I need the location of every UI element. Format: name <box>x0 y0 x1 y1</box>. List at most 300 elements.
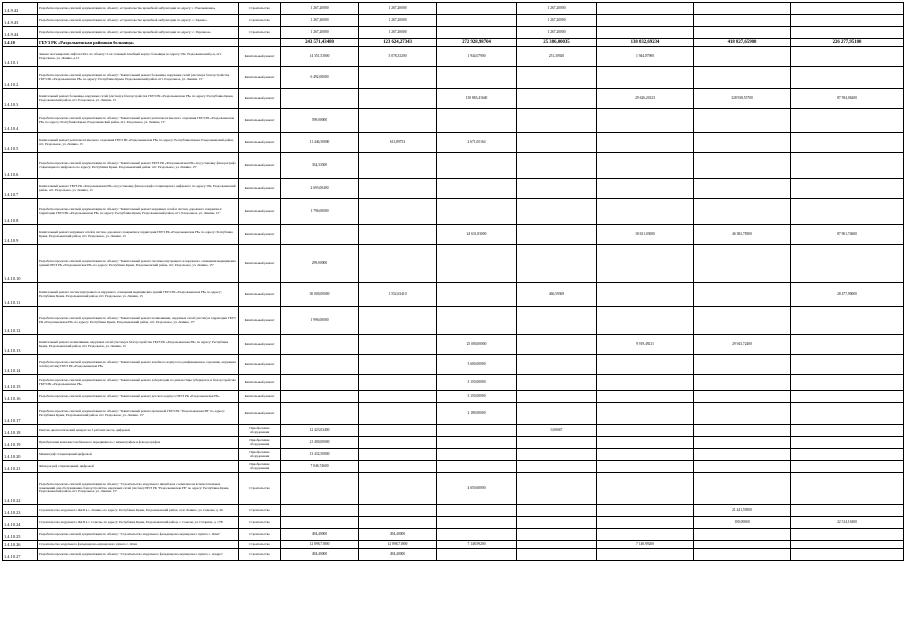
amount-col-7 <box>791 307 904 335</box>
total-amount: 1 267,20000 <box>281 27 359 39</box>
amount-col-6 <box>694 425 791 437</box>
row-code: 1.4.9.42 <box>3 3 38 15</box>
table-row <box>3 355 904 375</box>
work-type: Строительство <box>239 541 281 549</box>
amount-col-6 <box>694 109 791 133</box>
table-row <box>3 133 904 153</box>
amount-col-4: 1 267,20000 <box>517 15 597 27</box>
amount-col-7: 87 961,74600 <box>791 225 904 245</box>
amount-col-2: 1 552,63410 <box>359 283 437 307</box>
work-type: Капитальный ремонт <box>239 391 281 403</box>
row-code: 1.4.10.11 <box>3 283 38 307</box>
amount-col-2: 494,40000 <box>359 529 437 541</box>
row-code: 1.4.10.21 <box>3 461 38 473</box>
total-amount: 299,00000 <box>281 245 359 283</box>
row-code: 1.4.9.44 <box>3 27 38 39</box>
amount-col-7 <box>791 245 904 283</box>
amount-col-5 <box>597 425 694 437</box>
amount-col-6 <box>694 67 791 89</box>
amount-col-2: 12 898,71800 <box>359 541 437 549</box>
total-amount <box>281 473 359 505</box>
total-amount <box>281 517 359 529</box>
amount-col-5 <box>597 133 694 153</box>
amount-col-2: 1 267,20000 <box>359 15 437 27</box>
row-code: 1.4.10.10 <box>3 245 38 283</box>
amount-col-4 <box>517 549 597 561</box>
amount-col-4 <box>517 517 597 529</box>
table-row <box>3 283 904 307</box>
table-row <box>3 529 904 541</box>
amount-col-2: 613,89753 <box>359 133 437 153</box>
row-name: Капитальный ремонт систем внутреннего и наружного освещения медицинских зданий ГБУЗ РК «Раздольненская РБ» по адресу: Республика Крым, Раздольненский район, пгт. Раздольное, ул. Ленина, 15 <box>38 283 239 307</box>
work-type: Капитальный ремонт <box>239 375 281 391</box>
total-amount: 13 432,50000 <box>281 449 359 461</box>
amount-col-5 <box>597 403 694 425</box>
work-type: Капитальный ремонт <box>239 225 281 245</box>
amount-col-2 <box>359 153 437 179</box>
total-amount: 1 267,20000 <box>281 15 359 27</box>
amount-col-5 <box>597 27 694 39</box>
amount-col-4 <box>517 109 597 133</box>
row-code: 1.4.10.3 <box>3 89 38 109</box>
total-amount: 30 000,00000 <box>281 283 359 307</box>
row-name: Рентген диагностический аппарат на 3 рабочих места, цифровой <box>38 425 239 437</box>
amount-col-2 <box>359 461 437 473</box>
amount-col-4 <box>517 153 597 179</box>
table-row <box>3 461 904 473</box>
amount-col-4 <box>517 473 597 505</box>
row-code: 1.4.10.17 <box>3 403 38 425</box>
work-type: Капитальный ремонт <box>239 335 281 355</box>
amount-col-7 <box>791 461 904 473</box>
amount-col-6 <box>694 461 791 473</box>
amount-col-3: 3 600,00000 <box>437 355 517 375</box>
total-amount <box>281 403 359 425</box>
amount-col-2: 5 078,33200 <box>359 47 437 67</box>
amount-col-5 <box>597 3 694 15</box>
work-type: Капитальный ремонт <box>239 199 281 225</box>
amount-col-3 <box>437 437 517 449</box>
row-name: Разработка проектно-сметной документации по объекту: «Строительство врачебной амбулатории по адресу: с. Емельяновка» <box>38 3 239 15</box>
amount-col-3: 24 631,83000 <box>437 225 517 245</box>
row-name: ГБУЗ РК «Раздольненская районная больница» <box>38 39 239 47</box>
amount-col-3: 130 865,41640 <box>437 89 517 109</box>
amount-col-3 <box>437 109 517 133</box>
table-row <box>3 449 904 461</box>
table-row <box>3 89 904 109</box>
row-code: 1.4.10.26 <box>3 541 38 549</box>
amount-col-6 <box>694 283 791 307</box>
amount-col-7 <box>791 199 904 225</box>
row-name: Разработка проектно-сметной документации по объекту: "Строительство модульного фельдшерско-акушерского пункта с. Азарра" <box>38 549 239 561</box>
row-name: Капитальный ремонт наружных сетей и систем, дорожного покрытия и территории ГБУЗ РК «Раздольненская РБ» по адресу: Республика Крым, Раздольненский район, пгт. Раздольное, ул. Ленина, 15 <box>38 225 239 245</box>
amount-col-4 <box>517 449 597 461</box>
table-row <box>3 549 904 561</box>
amount-col-4 <box>517 529 597 541</box>
amount-col-6: 100,00000 <box>694 517 791 529</box>
amount-col-4 <box>517 199 597 225</box>
amount-col-5 <box>597 67 694 89</box>
work-type: Капитальный ремонт <box>239 47 281 67</box>
amount-col-5: 9 919,49211 <box>597 335 694 355</box>
row-code: 1.4.10.25 <box>3 529 38 541</box>
row-name: Маммограф стационарный цифровой <box>38 449 239 461</box>
total-amount: 14 351,53000 <box>281 47 359 67</box>
amount-col-6 <box>694 3 791 15</box>
amount-col-4 <box>517 67 597 89</box>
table-row <box>3 335 904 355</box>
table-row <box>3 47 904 67</box>
amount-col-7 <box>791 153 904 179</box>
table-row <box>3 541 904 549</box>
table-row <box>3 179 904 199</box>
amount-col-3 <box>437 179 517 199</box>
amount-col-6 <box>694 47 791 67</box>
work-type: Приобретение оборудования <box>239 461 281 473</box>
amount-col-4: 25 386,00035 <box>517 39 597 47</box>
amount-col-5 <box>597 355 694 375</box>
amount-col-3 <box>437 449 517 461</box>
amount-col-3 <box>437 245 517 283</box>
row-code: 1.4.10.20 <box>3 449 38 461</box>
row-name: Замена пассажирских лифтов ПЛ-1 по объекту: 5-ти этажный лечебный корпус больницы по адресу: РК, Раздольненский р-н, пгт. Раздольное, ул. Ленина, д.15 <box>38 47 239 67</box>
amount-col-2 <box>359 505 437 517</box>
total-amount: 12 898,71800 <box>281 541 359 549</box>
amount-col-2: 494,40000 <box>359 549 437 561</box>
amount-col-7 <box>791 335 904 355</box>
amount-col-3 <box>437 27 517 39</box>
table-row <box>3 375 904 391</box>
amount-col-3 <box>437 505 517 517</box>
amount-col-2 <box>359 391 437 403</box>
amount-col-5 <box>597 179 694 199</box>
row-name: Приобретение комплекса мобильного передвижного с маммографом и флюорографом <box>38 437 239 449</box>
row-code: 1.4.10 <box>3 39 38 47</box>
amount-col-5 <box>597 461 694 473</box>
table-row <box>3 27 904 39</box>
amount-col-6 <box>694 307 791 335</box>
amount-col-4: 251,30920 <box>517 47 597 67</box>
total-amount: 599,00000 <box>281 109 359 133</box>
total-amount <box>281 335 359 355</box>
row-name: Капитальный ремонт поликлиники, наружных сетей (систем) и благоустройства ГБУЗ РК «Раздольненская РБ» по адресу: Республика Крым, Раздольненский район, пгт. Раздольное, ул. Ленина, 15 <box>38 335 239 355</box>
amount-col-5 <box>597 505 694 517</box>
row-code: 1.4.10.6 <box>3 153 38 179</box>
total-amount: 494,40000 <box>281 529 359 541</box>
total-amount <box>281 355 359 375</box>
total-amount: 21 400,00000 <box>281 437 359 449</box>
amount-col-3: 7 148,99200 <box>437 541 517 549</box>
total-amount: 1 796,00000 <box>281 199 359 225</box>
amount-col-2 <box>359 67 437 89</box>
total-amount <box>281 375 359 391</box>
row-name: Строительство модульного ФАП в с. Соколы, по адресу: Республика Крым, Раздольненский район, с. Соколы, ул. Гагарина, д. 17В <box>38 517 239 529</box>
amount-col-5 <box>597 375 694 391</box>
amount-col-2 <box>359 225 437 245</box>
amount-col-6 <box>694 179 791 199</box>
amount-col-2 <box>359 335 437 355</box>
work-type: Приобретение оборудования <box>239 449 281 461</box>
amount-col-4: 1 267,20000 <box>517 3 597 15</box>
amount-col-7 <box>791 425 904 437</box>
amount-col-5: 7 148,99200 <box>597 541 694 549</box>
amount-col-4 <box>517 355 597 375</box>
row-name: Разработка проектно-сметной документации по объекту: "Капитальный ремонт ГБУЗ РК «Раздольненская РБ» под установку флюорографа стационарного цифрового по адресу: Республика Крым, Раздольненский район, пгт. Раздольное, ул. Ленина, 15" <box>38 153 239 179</box>
amount-col-3: 4 650,60000 <box>437 473 517 505</box>
amount-col-6 <box>694 15 791 27</box>
amount-col-3 <box>437 529 517 541</box>
amount-col-7 <box>791 549 904 561</box>
amount-col-7 <box>791 375 904 391</box>
amount-col-7 <box>791 3 904 15</box>
amount-col-4 <box>517 391 597 403</box>
amount-col-6 <box>694 355 791 375</box>
amount-col-3 <box>437 517 517 529</box>
row-code: 1.4.10.2 <box>3 67 38 89</box>
row-name: Капитальный ремонт рентгенологического отделения ГБУЗ РК «Раздольненская РБ» по адресу: Республика Крым, Раздольненский район, пгт. Раздольное, ул. Ленина, 15 <box>38 133 239 153</box>
row-code: 1.4.10.15 <box>3 375 38 391</box>
amount-col-6: 21 441,59500 <box>694 505 791 517</box>
total-amount <box>281 89 359 109</box>
amount-col-3 <box>437 153 517 179</box>
amount-col-7 <box>791 403 904 425</box>
work-type: Капитальный ремонт <box>239 245 281 283</box>
amount-col-3 <box>437 461 517 473</box>
amount-col-5 <box>597 449 694 461</box>
row-name: Капитальный ремонт ГБУЗ РК «Раздольненская РБ» под установку флюорографа стационарного цифрового по адресу: РК, Раздольненский район, пгт. Раздольное, ул. Ленина, 15 <box>38 179 239 199</box>
row-name: Разработка проектно-сметной документации по объекту: "Капитальный ремонт поликлиники, наружных сетей (систем) и территории ГБУЗ РК «Раздольненская РБ» по адресу: Республика Крым, Раздольненский район, пгт. Раздольное, ул. Ленина, 15" <box>38 307 239 335</box>
row-name: Разработка проектно-сметной документации по объекту: «Строительство врачебной амбулатории по адресу: с. Зарино» <box>38 15 239 27</box>
work-type: Приобретение оборудования <box>239 425 281 437</box>
work-type: Строительство <box>239 27 281 39</box>
table-row <box>3 425 904 437</box>
table-row <box>3 473 904 505</box>
amount-col-3 <box>437 549 517 561</box>
amount-col-6 <box>694 449 791 461</box>
amount-col-4 <box>517 225 597 245</box>
amount-col-6: 418 827,65900 <box>694 39 791 47</box>
amount-col-3: 1 944,07900 <box>437 47 517 67</box>
amount-col-2 <box>359 449 437 461</box>
total-amount: 11 446,50000 <box>281 133 359 153</box>
work-type: Строительство <box>239 529 281 541</box>
amount-col-7 <box>791 109 904 133</box>
table-row <box>3 39 904 47</box>
row-code: 1.4.10.22 <box>3 473 38 505</box>
row-code: 1.4.10.12 <box>3 307 38 335</box>
table-row <box>3 391 904 403</box>
total-amount: 6 492,00000 <box>281 67 359 89</box>
row-name: Строительство модульного фельдшерско-акушерского пункта с. Огни <box>38 541 239 549</box>
amount-col-5 <box>597 199 694 225</box>
table-row <box>3 67 904 89</box>
amount-col-4 <box>517 245 597 283</box>
table-row <box>3 199 904 225</box>
amount-col-7 <box>791 15 904 27</box>
amount-col-7 <box>791 541 904 549</box>
amount-col-4 <box>517 437 597 449</box>
amount-col-6 <box>694 375 791 391</box>
work-type <box>239 39 281 47</box>
amount-col-2 <box>359 245 437 283</box>
table-body <box>3 3 904 561</box>
total-amount: 1 267,20000 <box>281 3 359 15</box>
amount-col-4 <box>517 133 597 153</box>
total-amount: 12 423,03400 <box>281 425 359 437</box>
table-row <box>3 153 904 179</box>
row-code: 1.4.10.18 <box>3 425 38 437</box>
row-name: Разработка проектно-сметной документации по объекту: "Капитальный ремонт лечебного корпуса под инфекционное отделение, наружных сетей (систем) ГБУЗ РК «Раздольненская РБ» <box>38 355 239 375</box>
table-row <box>3 517 904 529</box>
amount-col-7 <box>791 27 904 39</box>
amount-col-4 <box>517 179 597 199</box>
amount-col-2 <box>359 473 437 505</box>
amount-col-7 <box>791 505 904 517</box>
amount-col-7 <box>791 437 904 449</box>
work-type: Строительство <box>239 473 281 505</box>
amount-col-2: 1 267,20000 <box>359 3 437 15</box>
amount-col-4 <box>517 403 597 425</box>
work-type: Строительство <box>239 549 281 561</box>
amount-col-2 <box>359 109 437 133</box>
amount-col-4 <box>517 335 597 355</box>
table-row <box>3 109 904 133</box>
budget-table <box>2 2 904 561</box>
amount-col-2: 123 624,27343 <box>359 39 437 47</box>
amount-col-3: 2 189,00000 <box>437 403 517 425</box>
total-amount: 2 693,00400 <box>281 179 359 199</box>
amount-col-5: 138 032,69234 <box>597 39 694 47</box>
total-amount: 494,40000 <box>281 549 359 561</box>
amount-col-2: 1 267,20000 <box>359 27 437 39</box>
table-row <box>3 403 904 425</box>
work-type: Капитальный ремонт <box>239 89 281 109</box>
table-row <box>3 245 904 283</box>
table-row <box>3 15 904 27</box>
amount-col-3 <box>437 15 517 27</box>
amount-col-2 <box>359 425 437 437</box>
work-type: Капитальный ремонт <box>239 283 281 307</box>
amount-col-6 <box>694 245 791 283</box>
table-row <box>3 437 904 449</box>
row-name: Разработка проектно-сметной документации по объекту: "Капитальный ремонт рентгенологического отделения ГБУЗ РК «Раздольненская РБ» по адресу: Республика Крым, Раздольненский район, пгт. Раздольное, ул. Ленина, 15" <box>38 109 239 133</box>
amount-col-3: 25 000,00000 <box>437 335 517 355</box>
amount-col-4: 466,59369 <box>517 283 597 307</box>
amount-col-3 <box>437 67 517 89</box>
amount-col-5 <box>597 437 694 449</box>
total-amount: 7 046,74600 <box>281 461 359 473</box>
row-code: 1.4.10.13 <box>3 335 38 355</box>
amount-col-7: 28 477,90000 <box>791 283 904 307</box>
table-row <box>3 3 904 15</box>
row-name: Капитальный ремонт больницы, наружных сетей (систем) и благоустройства ГБУЗ РК «Раздольненская РБ» по адресу: Республика Крым, Раздольненский район, пгт. Раздольное, ул. Ленина, 15 <box>38 89 239 109</box>
row-code: 1.4.10.4 <box>3 109 38 133</box>
amount-col-6 <box>694 133 791 153</box>
row-name: Разработка проектно-сметной документации по объекту: "Капитальный ремонт наружных сетей и систем, дорожного покрытия и территории ГБУЗ РК «Раздольненская РБ» по адресу: Республика Крым, Раздольненский район, пгт. Раздольное, ул. Ленина, 15" <box>38 199 239 225</box>
amount-col-7: 226 277,95100 <box>791 39 904 47</box>
row-code: 1.4.10.24 <box>3 517 38 529</box>
amount-col-3 <box>437 307 517 335</box>
row-code: 1.4.10.8 <box>3 199 38 225</box>
amount-col-6 <box>694 541 791 549</box>
work-type: Капитальный ремонт <box>239 133 281 153</box>
amount-col-2 <box>359 517 437 529</box>
row-code: 1.4.10.16 <box>3 391 38 403</box>
amount-col-6: 29 943,72400 <box>694 335 791 355</box>
amount-col-3: 3 150,00000 <box>437 391 517 403</box>
table-row <box>3 225 904 245</box>
amount-col-5 <box>597 529 694 541</box>
row-code: 1.4.10.9 <box>3 225 38 245</box>
amount-col-2 <box>359 199 437 225</box>
work-type: Строительство <box>239 15 281 27</box>
total-amount <box>281 505 359 517</box>
amount-col-5 <box>597 473 694 505</box>
total-amount: 1 996,00000 <box>281 307 359 335</box>
row-code: 1.4.10.7 <box>3 179 38 199</box>
amount-col-4 <box>517 375 597 391</box>
row-code: 1.4.10.5 <box>3 133 38 153</box>
work-type: Строительство <box>239 3 281 15</box>
amount-col-5: 1 944,07900 <box>597 47 694 67</box>
amount-col-4 <box>517 89 597 109</box>
work-type: Строительство <box>239 505 281 517</box>
work-type: Капитальный ремонт <box>239 179 281 199</box>
row-code: 1.4.10.1 <box>3 47 38 67</box>
amount-col-7 <box>791 473 904 505</box>
amount-col-6: 328 938,55700 <box>694 89 791 109</box>
amount-col-2 <box>359 375 437 391</box>
amount-col-4: 0,00667 <box>517 425 597 437</box>
amount-col-2 <box>359 437 437 449</box>
row-name: Разработка проектно-сметной документации по объекту: "Капитальный ремонт системы внутреннего и наружного освещения медицинских зданий ГБУЗ РК «Раздольненская РБ» по адресу: Республика Крым, Раздольненский район, пгт. Раздольное, ул. Ленина, 15" <box>38 245 239 283</box>
total-amount: 334,33300 <box>281 153 359 179</box>
amount-col-3: 3 150,00000 <box>437 375 517 391</box>
work-type: Капитальный ремонт <box>239 403 281 425</box>
amount-col-2 <box>359 179 437 199</box>
row-name: Флюорограф стационарный, цифровой <box>38 461 239 473</box>
amount-col-4: 1 267,20000 <box>517 27 597 39</box>
amount-col-6 <box>694 153 791 179</box>
work-type: Капитальный ремонт <box>239 109 281 133</box>
amount-col-6 <box>694 437 791 449</box>
row-name: Разработка проектно-сметной документации по объекту: "Строительство модульного пищеблока с комплексом вспомогательных помещений для обслуживания, благоустройства, наружных сетей (систем) ГБУЗ РК "Раздольненская РБ" по адресу: Республика Крым, Раздольненский район, пгт. Раздольное, ул. Ленина, 15" <box>38 473 239 505</box>
amount-col-5 <box>597 517 694 529</box>
amount-col-7 <box>791 179 904 199</box>
amount-col-2 <box>359 355 437 375</box>
amount-col-7 <box>791 133 904 153</box>
amount-col-6 <box>694 473 791 505</box>
amount-col-4 <box>517 505 597 517</box>
amount-col-7 <box>791 529 904 541</box>
amount-col-4 <box>517 307 597 335</box>
amount-col-4 <box>517 541 597 549</box>
table-row <box>3 505 904 517</box>
work-type: Строительство <box>239 517 281 529</box>
amount-col-7 <box>791 391 904 403</box>
amount-col-6 <box>694 549 791 561</box>
total-amount <box>281 225 359 245</box>
amount-col-3 <box>437 199 517 225</box>
row-name: Разработка проектно-сметной документации по объекту: "Строительство модульного фельдшерско-акушерского пункта с. Огни" <box>38 529 239 541</box>
row-code: 1.4.10.19 <box>3 437 38 449</box>
work-type: Приобретение оборудования <box>239 437 281 449</box>
amount-col-7: 87 594,06200 <box>791 89 904 109</box>
amount-col-5 <box>597 109 694 133</box>
amount-col-6 <box>694 27 791 39</box>
amount-col-3 <box>437 425 517 437</box>
total-amount <box>281 391 359 403</box>
